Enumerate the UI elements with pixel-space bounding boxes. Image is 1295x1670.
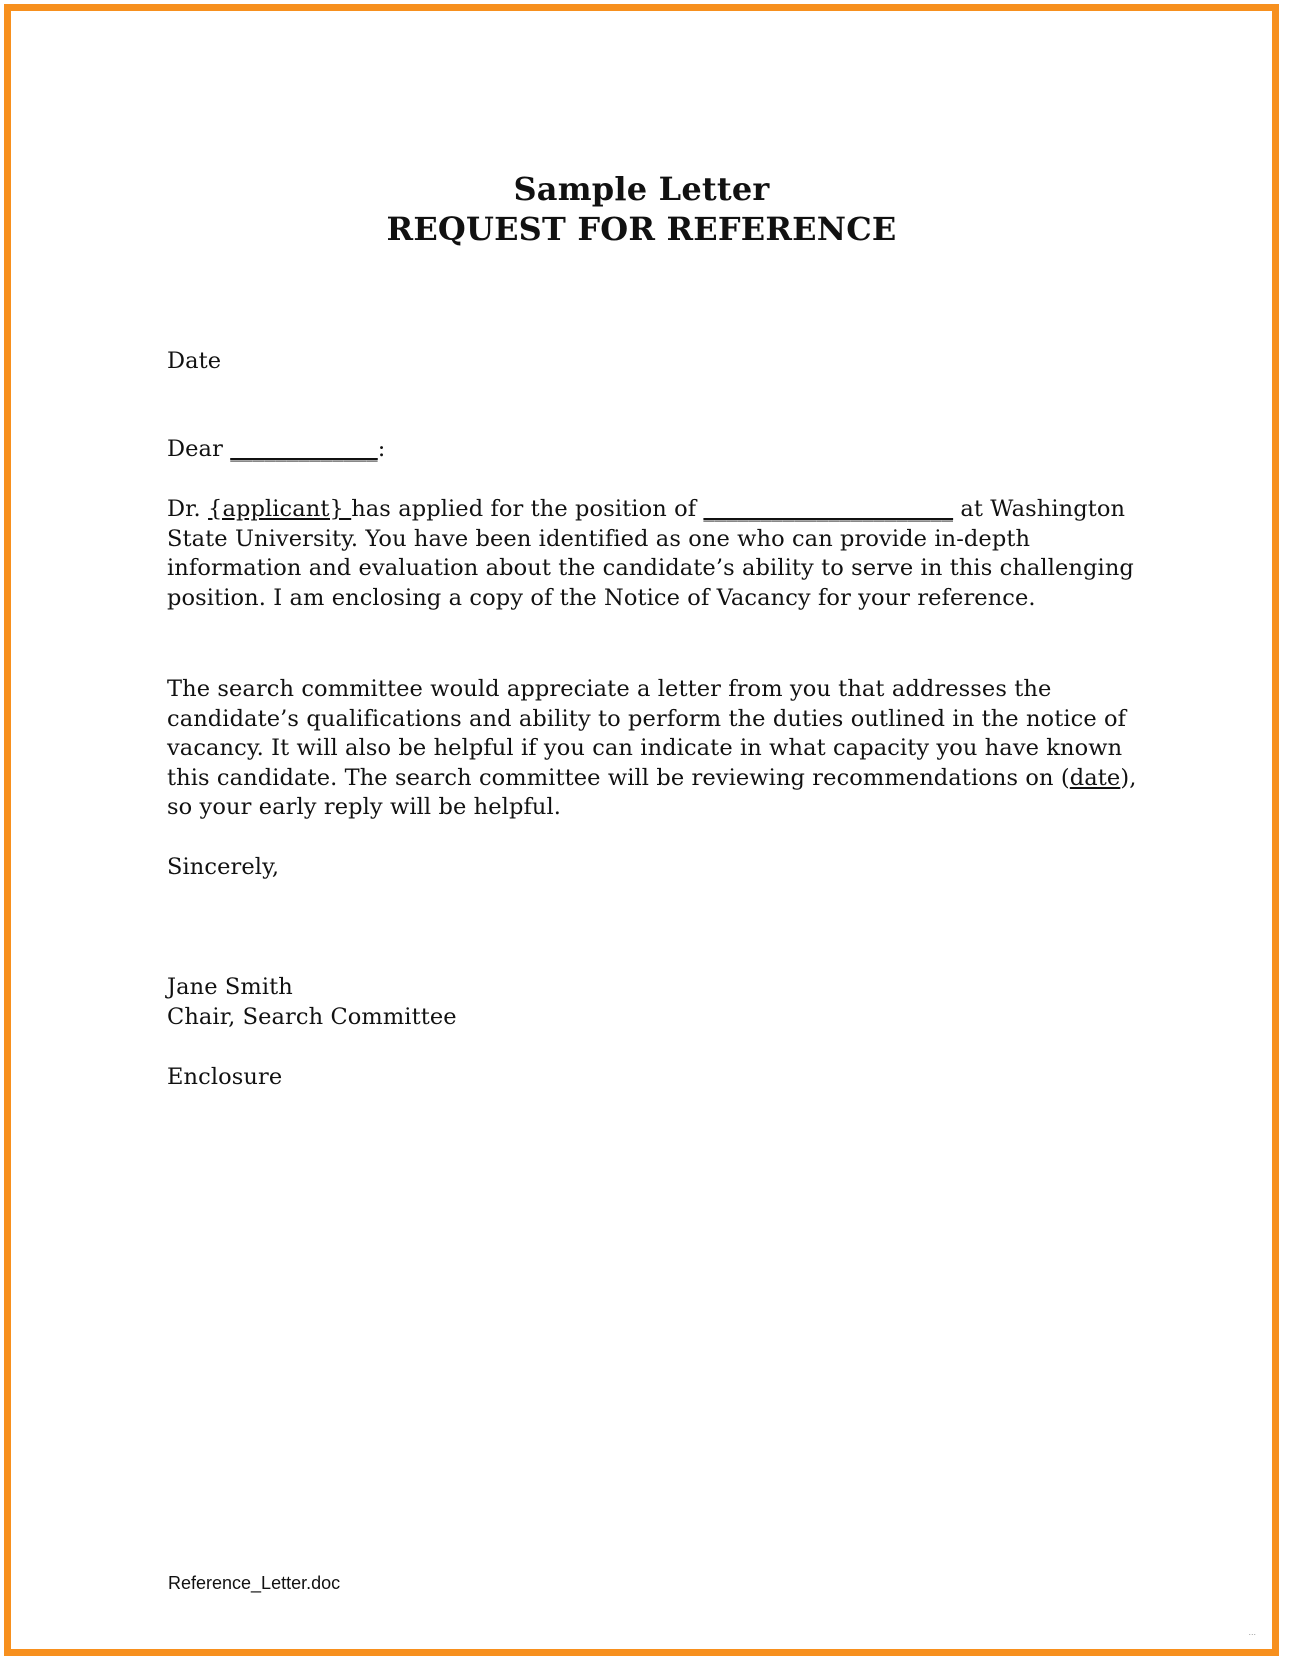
applicant-placeholder: {applicant} <box>208 496 352 522</box>
salutation-prefix: Dear <box>167 436 223 462</box>
page-border <box>4 4 1279 1656</box>
position-blank: ______________________ <box>703 496 954 522</box>
letter-page <box>11 11 1272 1649</box>
closing: Sincerely, <box>167 854 280 880</box>
letter-title <box>11 169 1272 249</box>
title-line-2: REQUEST FOR REFERENCE <box>386 210 897 248</box>
para1-middle: has applied for the position of <box>351 496 704 522</box>
para2-text: The search committee would appreciate a letter from you that addresses the candidate’s qualifications and ability to perform the duties outlined in the notice of vacancy. It will also be helpful if you can indicate in what capacity you have known this candidate. The search committee will be reviewing recommendations on ( <box>167 676 1127 791</box>
date-line: Date <box>167 348 222 374</box>
signature-block <box>167 973 1157 1032</box>
salutation-suffix: : <box>377 436 386 462</box>
corner-mark: ... <box>1248 1627 1256 1637</box>
salutation <box>167 435 1157 465</box>
title-line-1: Sample Letter <box>513 170 770 208</box>
footer-filename: Reference_Letter.doc <box>168 1573 341 1593</box>
recipient-blank: _____________ <box>230 436 378 462</box>
paragraph-2 <box>167 675 1157 823</box>
para1-suffix: at <box>953 496 984 522</box>
signer-title: Chair, Search Committee <box>167 1003 457 1030</box>
enclosure-note: Enclosure <box>167 1064 283 1090</box>
para1-rest: Washington State University. You have been identified as one who can provide in-depth information and evaluation about the candidate’s ability to serve in this challenging position. I am enclosing a copy of the Notice of Vacancy for your reference. <box>167 496 1134 611</box>
paragraph-1 <box>167 495 1157 613</box>
para1-prefix: Dr. <box>167 496 209 522</box>
signer-name: Jane Smith <box>167 974 293 1000</box>
para2-end: ), so your early reply will be helpful. <box>167 764 1137 820</box>
date-placeholder: date <box>1069 764 1121 791</box>
